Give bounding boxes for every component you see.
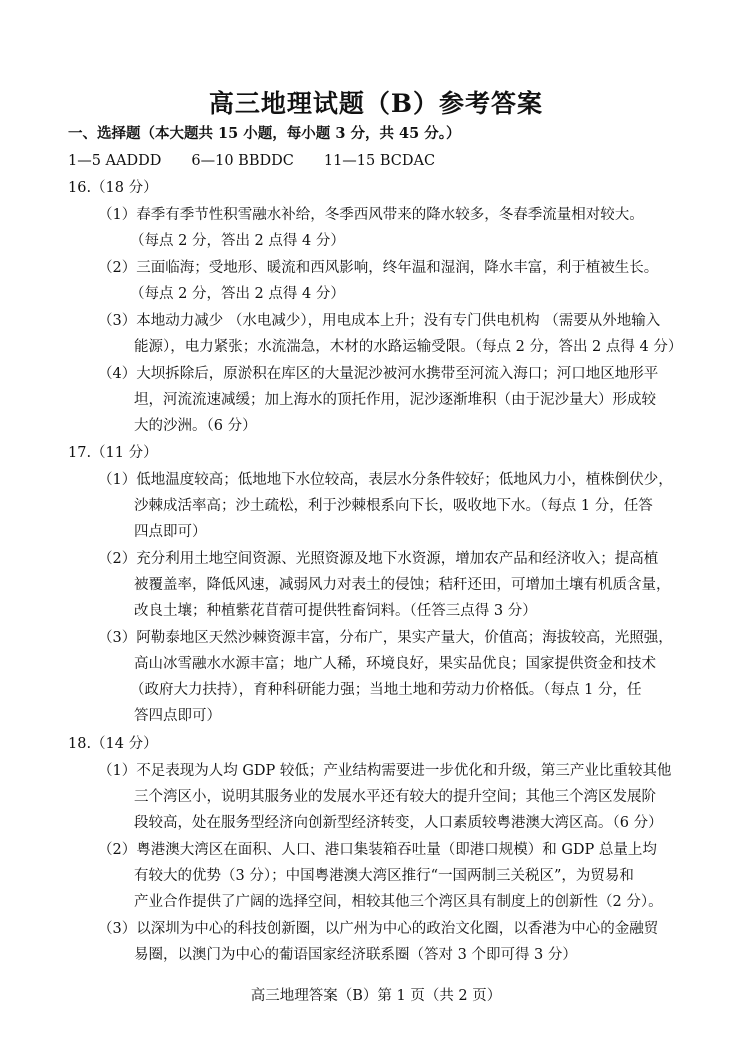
page-footer: 高三地理答案（B）第 1 页（共 2 页） [250, 988, 502, 1004]
q18-line: 段较高，处在服务型经济向创新型经济转变，人口素质较粤港澳大湾区高。（6 分） [134, 815, 663, 831]
q16-line: （1）春季有季节性积雪融水补给，冬季西风带来的降水较多，冬春季流量相对较大。 [98, 207, 644, 223]
q18-heading: 18.（14 分） [68, 736, 158, 752]
q16-line: （3）本地动力减少 （水电减少），用电成本上升；没有专门供电机构 （需要从外地输入 [98, 313, 661, 329]
q18-line: 有较大的优势（3 分）；中国粤港澳大湾区推行“一国两制三关税区”，为贸易和 [134, 868, 634, 884]
q17-line: （2）充分利用土地空间资源、光照资源及地下水资源，增加农产品和经济收入；提高植 [98, 551, 659, 567]
q16-line: （2）三面临海；受地形、暖流和西风影响，终年温和湿润，降水丰富，利于植被生长。 [98, 260, 659, 276]
choice-answers-1-5: 1—5 AADDD [68, 153, 162, 169]
q17-line: 四点即可） [134, 524, 207, 540]
q18-line: 三个湾区小，说明其服务业的发展水平还有较大的提升空间；其他三个湾区发展阶 [134, 789, 656, 805]
q18-line: （2）粤港澳大湾区在面积、人口、港口集装箱吞吐量（即港口规模）和 GDP 总量上均 [98, 842, 657, 858]
q16-line: 坦，河流流速减缓；加上海水的顶托作用，泥沙逐渐堆积（由于泥沙量大）形成较 [134, 392, 656, 408]
choice-answers-11-15: 11—15 BCDAC [323, 153, 436, 169]
q18-line: 产业合作提供了广阔的选择空间，相较其他三个湾区具有制度上的创新性（2 分）。 [134, 894, 663, 910]
q17-line: 高山冰雪融水水源丰富；地广人稀，环境良好，果实品优良；国家提供资金和技术 [134, 656, 656, 672]
q17-line: 沙棘成活率高；沙土疏松，利于沙棘根系向下长，吸收地下水。（每点 1 分，任答 [134, 498, 653, 514]
q16-line: 能源），电力紧张；水流湍急，木材的水路运输受限。（每点 2 分，答出 2 点得 4 分） [134, 339, 683, 355]
q16-line: （每点 2 分，答出 2 点得 4 分） [130, 286, 345, 302]
q16-line: 大的沙洲。（6 分） [134, 418, 257, 434]
q16-line: （每点 2 分，答出 2 点得 4 分） [130, 233, 345, 249]
q17-line: （政府大力扶持），育种科研能力强；当地土地和劳动力价格低。（每点 1 分，任 [130, 682, 642, 698]
q18-line: （3）以深圳为中心的科技创新圈，以广州为中心的政治文化圈，以香港为中心的金融贸 [98, 921, 659, 937]
page-title: 高三地理试题（B）参考答案 [208, 89, 544, 118]
q17-line: 被覆盖率，降低风速，减弱风力对表土的侵蚀；秸秆还田，可增加土壤有机质含量， [134, 577, 671, 593]
q17-line: 改良土壤；种植紫花苜蓿可提供牲畜饲料。（任答三点得 3 分） [134, 603, 537, 619]
section-choice-heading: 一、选择题（本大题共 15 小题，每小题 3 分，共 45 分。） [68, 125, 461, 142]
q17-line: （3）阿勒泰地区天然沙棘资源丰富，分布广，果实产量大，价值高；海拔较高，光照强， [98, 630, 673, 646]
q17-heading: 17.（11 分） [68, 445, 158, 461]
q16-heading: 16.（18 分） [68, 180, 158, 196]
q17-line: （1）低地温度较高；低地地下水位较高，表层水分条件较好；低地风力小，植株倒伏少， [98, 472, 673, 488]
choice-answers [68, 151, 435, 171]
q16-line: （4）大坝拆除后，原淤积在库区的大量泥沙被河水携带至河流入海口；河口地区地形平 [98, 366, 659, 382]
q18-line: （1）不足表现为人均 GDP 较低；产业结构需要进一步优化和升级，第三产业比重较其他 [98, 763, 672, 779]
choice-answers-6-10: 6—10 BBDDC [191, 153, 294, 169]
q18-line: 易圈，以澳门为中心的葡语国家经济联系圈（答对 3 个即可得 3 分） [134, 947, 577, 963]
q17-line: 答四点即可） [134, 708, 221, 724]
